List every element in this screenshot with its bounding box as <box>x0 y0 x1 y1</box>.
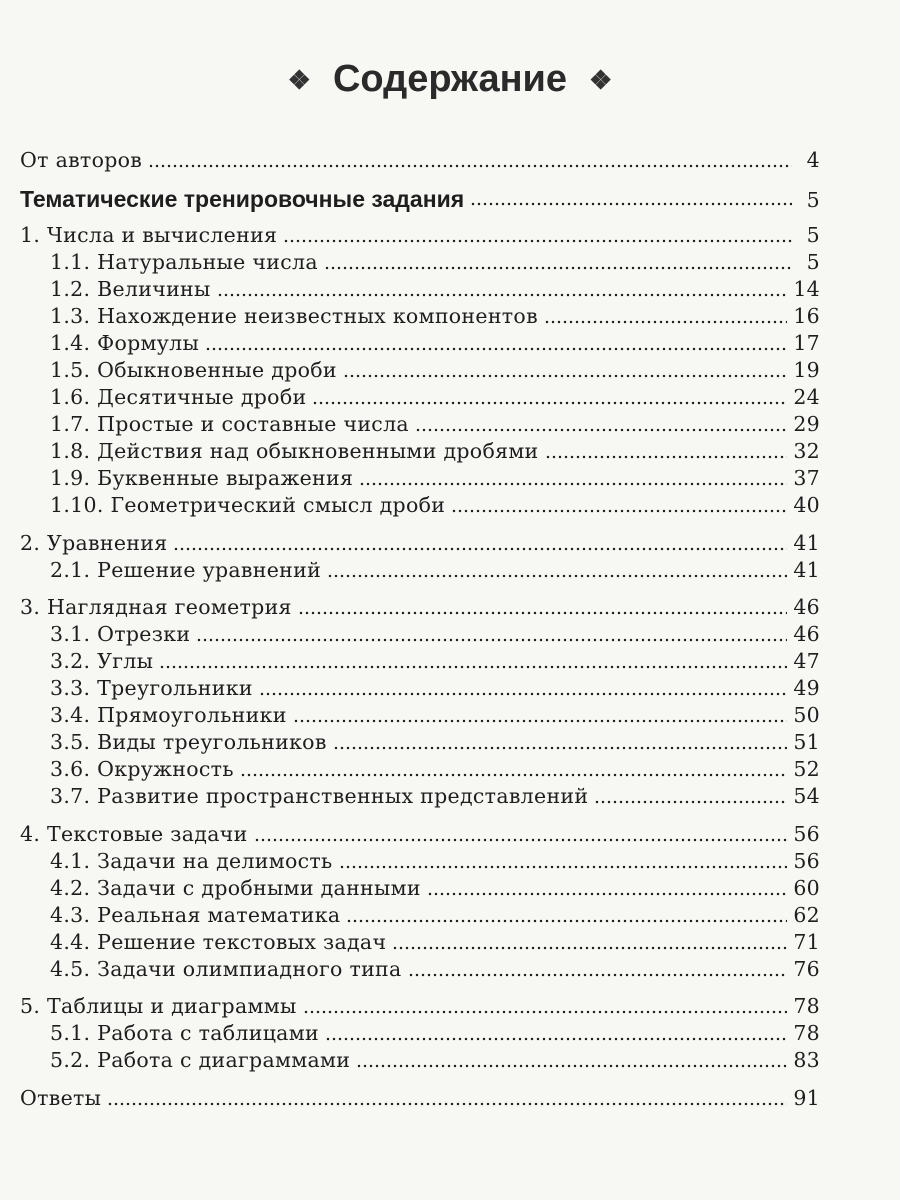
toc-entry-label: 5. Таблицы и диаграммы <box>20 994 297 1018</box>
toc-entry <box>20 595 820 622</box>
toc-entry-label: 3. Наглядная геометрия <box>20 595 292 619</box>
toc-entry-page: 54 <box>793 784 820 808</box>
toc-entry-label: 1.8. Действия над обыкновенными дробями <box>50 439 539 463</box>
toc-entry-label: Тематические тренировочные задания <box>20 185 465 212</box>
dot-leader <box>205 346 787 352</box>
dot-leader <box>217 292 788 298</box>
dot-leader <box>415 427 787 433</box>
toc-entry-label: 3.2. Углы <box>50 649 154 673</box>
dot-leader <box>427 891 787 897</box>
toc-entry <box>20 849 820 876</box>
toc-entry <box>20 531 820 558</box>
dot-leader <box>333 745 788 751</box>
toc-entry <box>20 676 820 703</box>
toc-entry <box>20 822 820 849</box>
toc-entry <box>20 730 820 757</box>
dot-leader <box>359 481 787 487</box>
toc-entry-page: 78 <box>793 1021 820 1045</box>
dot-leader <box>240 772 788 778</box>
toc-entry-label: 4.5. Задачи олимпиадного типа <box>50 956 402 981</box>
title-text: Содержание <box>332 58 568 100</box>
toc-entry <box>20 412 820 439</box>
toc-entry-label: 1.4. Формулы <box>50 331 200 355</box>
toc-entry-label: Ответы <box>20 1085 102 1110</box>
toc-entry-label: 1.7. Простые и составные числа <box>50 412 409 436</box>
dot-leader <box>312 400 787 406</box>
dot-leader <box>327 573 787 579</box>
toc-entry-page: 78 <box>793 994 820 1018</box>
dot-leader <box>159 664 787 670</box>
toc-entry-page: 17 <box>793 331 820 355</box>
dot-leader <box>594 799 787 805</box>
toc-entry-page: 56 <box>793 821 820 846</box>
toc-entry-label: 3.1. Отрезки <box>50 622 191 646</box>
toc-entry-page: 41 <box>793 530 820 555</box>
toc-entry <box>20 994 820 1021</box>
toc-entry <box>20 1086 820 1113</box>
toc-entry-page: 32 <box>793 439 820 463</box>
toc-entry <box>20 148 820 175</box>
toc-entry-label: 5.1. Работа с таблицами <box>50 1021 319 1045</box>
toc-entry-page: 19 <box>793 358 820 382</box>
toc-entry-label: 5.2. Работа с диаграммами <box>50 1048 351 1072</box>
toc-entry <box>20 649 820 676</box>
toc-entry <box>20 930 820 957</box>
toc-entry-label: 3.7. Развитие пространственных представлений <box>50 784 589 808</box>
toc-entry <box>20 304 820 331</box>
toc-entry <box>20 1048 820 1075</box>
toc-entry <box>20 358 820 385</box>
toc-entry <box>20 493 820 520</box>
toc-entry-page: 14 <box>793 277 820 301</box>
toc-entry-label: 1.6. Десятичные дроби <box>50 385 307 409</box>
toc-entry-page: 50 <box>793 703 820 727</box>
toc-entry-label: 2. Уравнения <box>20 530 168 555</box>
dot-leader <box>254 837 788 843</box>
ornament-icon: ❖ <box>287 65 311 96</box>
dot-leader <box>545 454 788 460</box>
toc-entry-page: 49 <box>793 676 820 700</box>
ornament-icon: ❖ <box>589 65 613 96</box>
toc-entry-page: 4 <box>806 148 820 172</box>
toc-entry-label: 1. Числа и вычисления <box>20 223 278 247</box>
dot-leader <box>544 319 787 325</box>
toc-entry-page: 47 <box>793 649 820 673</box>
toc-entry-label: 4.3. Реальная математика <box>50 902 341 927</box>
toc-entry <box>20 903 820 930</box>
dot-leader <box>343 373 787 379</box>
dot-leader <box>408 972 788 978</box>
toc-entry <box>20 331 820 358</box>
toc-entry-page: 5 <box>806 250 820 274</box>
dot-leader <box>346 918 787 924</box>
dot-leader <box>298 610 788 616</box>
toc-entry-page: 91 <box>793 1085 820 1110</box>
dot-leader <box>283 238 792 244</box>
toc-entry <box>20 784 820 811</box>
toc-entry <box>20 622 820 649</box>
toc-entry-label: 4. Текстовые задачи <box>20 821 248 846</box>
toc-entry-label: 1.5. Обыкновенные дроби <box>50 358 337 382</box>
dot-leader <box>339 864 788 870</box>
table-of-contents <box>20 148 820 1113</box>
toc-entry-label: 3.4. Прямоугольники <box>50 703 287 727</box>
toc-entry-page: 51 <box>793 730 820 754</box>
dot-leader <box>259 691 788 697</box>
toc-entry <box>20 703 820 730</box>
toc-entry-label: 4.4. Решение текстовых задач <box>50 929 387 954</box>
toc-entry-page: 41 <box>793 557 820 582</box>
toc-entry-page: 46 <box>793 622 820 646</box>
toc-entry <box>20 1021 820 1048</box>
dot-leader <box>392 945 787 951</box>
toc-entry <box>20 223 820 250</box>
dot-leader <box>324 265 792 271</box>
toc-entry-label: 3.6. Окружность <box>50 757 234 781</box>
toc-entry-page: 56 <box>793 848 820 873</box>
dot-leader <box>293 718 788 724</box>
toc-entry-page: 60 <box>793 875 820 900</box>
toc-entry-label: 1.9. Буквенные выражения <box>50 466 354 490</box>
toc-entry-page: 76 <box>793 956 820 981</box>
toc-entry <box>20 558 820 585</box>
toc-entry <box>20 876 820 903</box>
toc-entry-label: От авторов <box>20 148 143 172</box>
toc-entry-label: 2.1. Решение уравнений <box>50 557 322 582</box>
toc-entry-label: 3.5. Виды треугольников <box>50 730 327 754</box>
dot-leader <box>325 1036 787 1042</box>
toc-entry-page: 29 <box>793 412 820 436</box>
toc-entry-page: 40 <box>793 493 820 517</box>
toc-entry-label: 1.10. Геометрический смысл дроби <box>50 493 446 517</box>
toc-entry-page: 46 <box>793 595 820 619</box>
dot-leader <box>470 201 792 207</box>
dot-leader <box>303 1009 788 1015</box>
toc-entry <box>20 439 820 466</box>
toc-entry-label: 4.2. Задачи с дробными данными <box>50 875 421 900</box>
toc-entry <box>20 757 820 784</box>
toc-entry-label: 4.1. Задачи на делимость <box>50 848 333 873</box>
toc-entry <box>20 466 820 493</box>
toc-entry-page: 37 <box>793 466 820 490</box>
toc-entry-label: 1.2. Величины <box>50 277 211 301</box>
page-title <box>0 58 900 101</box>
dot-leader <box>451 508 787 514</box>
dot-leader <box>107 1101 787 1107</box>
dot-leader <box>173 546 787 552</box>
toc-entry <box>20 250 820 277</box>
toc-entry-page: 83 <box>793 1048 820 1072</box>
toc-entry-page: 52 <box>793 757 820 781</box>
dot-leader <box>196 637 787 643</box>
toc-entry-page: 71 <box>793 929 820 954</box>
toc-entry-page: 5 <box>806 223 820 247</box>
toc-entry-page: 24 <box>793 385 820 409</box>
dot-leader <box>148 163 792 169</box>
dot-leader <box>356 1063 787 1069</box>
toc-entry <box>20 385 820 412</box>
toc-entry <box>20 957 820 984</box>
toc-entry-page: 62 <box>793 902 820 927</box>
toc-entry-page: 16 <box>793 304 820 328</box>
toc-entry-label: 3.3. Треугольники <box>50 676 253 700</box>
toc-entry <box>20 186 820 213</box>
toc-entry-label: 1.1. Натуральные числа <box>50 250 318 274</box>
toc-entry-page: 5 <box>806 187 820 212</box>
toc-entry <box>20 277 820 304</box>
toc-entry-label: 1.3. Нахождение неизвестных компонентов <box>50 304 538 328</box>
